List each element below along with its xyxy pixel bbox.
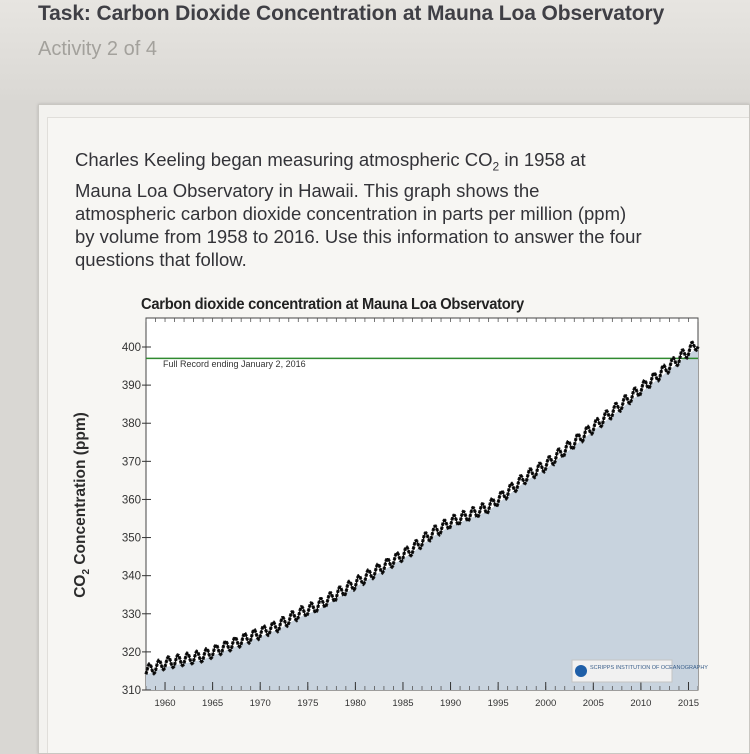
- x-tick-label: 1995: [487, 698, 509, 709]
- x-tick-label: 1990: [439, 698, 462, 709]
- x-tick-label: 2010: [630, 698, 652, 709]
- logo-text: SCRIPPS INSTITUTION OF OCEANOGRAPHY: [590, 665, 708, 671]
- y-axis-label-main: CO: [71, 574, 89, 598]
- y-tick-label: 310: [121, 685, 141, 697]
- intro-line-1-subscript: 2: [492, 159, 500, 174]
- x-tick-label: 1980: [344, 698, 366, 709]
- y-tick-label: 370: [121, 456, 141, 469]
- chart-title: Carbon dioxide concentration at Mauna Loa Observatory: [141, 296, 524, 313]
- x-tick-label: 1965: [202, 698, 224, 709]
- y-tick-label: 330: [121, 608, 141, 621]
- y-axis-label-rest: Concentration (ppm): [71, 412, 89, 569]
- intro-line-1-tail: in 1958 at: [499, 149, 586, 170]
- chart-annotation: Full Record ending January 2, 2016: [163, 359, 306, 369]
- activity-indicator: Activity 2 of 4: [38, 38, 157, 60]
- x-tick-label: 1985: [392, 698, 414, 709]
- y-tick-label: 350: [121, 532, 141, 545]
- x-tick-label: 1970: [249, 698, 271, 709]
- globe-icon: [575, 665, 587, 677]
- x-tick-label: 1960: [154, 698, 176, 709]
- x-tick-label: 2000: [535, 698, 557, 709]
- y-tick-label: 400: [121, 342, 141, 354]
- y-tick-label: 320: [121, 646, 141, 659]
- intro-line-3: atmospheric carbon dioxide concentration in parts per million (ppm): [75, 202, 627, 224]
- intro-line-2: Mauna Loa Observatory in Hawaii. This graph shows the: [75, 179, 540, 201]
- intro-line-1-text: Charles Keeling began measuring atmospheric CO: [75, 149, 493, 170]
- task-title: Task: Carbon Dioxide Concentration at Mauna Loa Observatory: [38, 2, 665, 25]
- intro-line-5: questions that follow.: [75, 248, 247, 270]
- x-tick-label: 2005: [582, 698, 604, 709]
- y-axis-label-subscript: 2: [81, 568, 93, 575]
- y-tick-label: 340: [121, 570, 141, 583]
- y-tick-label: 360: [121, 494, 141, 507]
- y-tick-label: 390: [121, 380, 141, 393]
- x-tick-label: 2015: [677, 698, 700, 709]
- intro-line-4: by volume from 1958 to 2016. Use this information to answer the four: [75, 225, 642, 247]
- y-tick-label: 380: [121, 418, 141, 431]
- x-tick-label: 1975: [297, 698, 319, 709]
